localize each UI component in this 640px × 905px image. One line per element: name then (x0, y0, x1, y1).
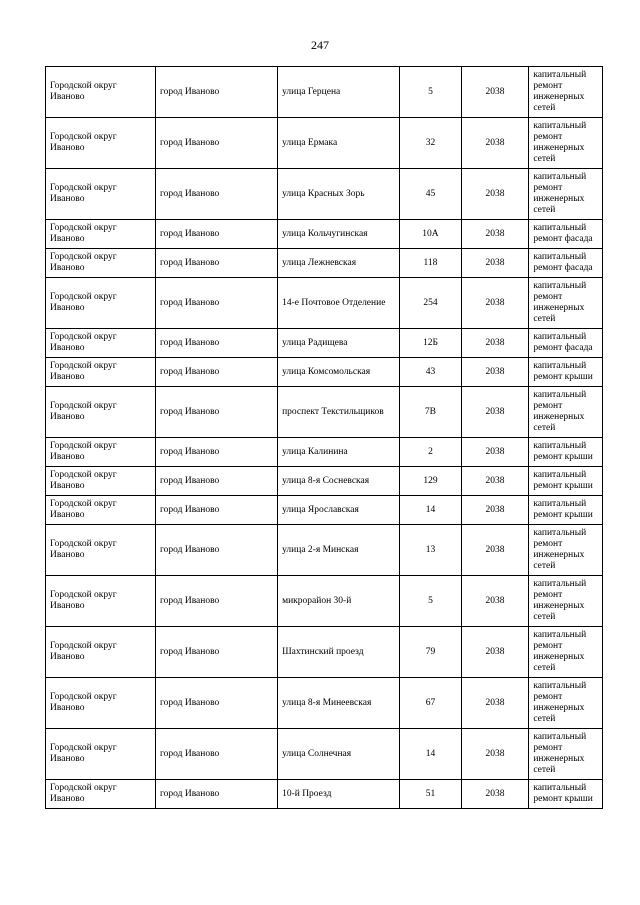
repair-schedule-table (45, 66, 603, 809)
district-cell: Городской округ Иваново (46, 118, 156, 169)
year-cell: 2038 (461, 329, 529, 358)
city-cell: город Иваново (155, 358, 277, 387)
table-row (46, 329, 603, 358)
work-type-cell: капитальный ремонт инженерных сетей (529, 169, 603, 220)
city-cell: город Иваново (155, 387, 277, 438)
house-number-cell: 13 (400, 525, 462, 576)
year-cell: 2038 (461, 576, 529, 627)
year-cell: 2038 (461, 496, 529, 525)
table-row (46, 496, 603, 525)
year-cell: 2038 (461, 249, 529, 278)
district-cell: Городской округ Иваново (46, 496, 156, 525)
house-number-cell: 14 (400, 496, 462, 525)
city-cell: город Иваново (155, 780, 277, 809)
year-cell: 2038 (461, 220, 529, 249)
year-cell: 2038 (461, 780, 529, 809)
house-number-cell: 7В (400, 387, 462, 438)
district-cell: Городской округ Иваново (46, 169, 156, 220)
house-number-cell: 43 (400, 358, 462, 387)
street-cell: улица Красных Зорь (278, 169, 400, 220)
district-cell: Городской округ Иваново (46, 780, 156, 809)
table-row (46, 118, 603, 169)
street-cell: улица Кольчугинская (278, 220, 400, 249)
district-cell: Городской округ Иваново (46, 678, 156, 729)
work-type-cell: капитальный ремонт инженерных сетей (529, 387, 603, 438)
city-cell: город Иваново (155, 729, 277, 780)
work-type-cell: капитальный ремонт фасада (529, 249, 603, 278)
city-cell: город Иваново (155, 249, 277, 278)
street-cell: улица Комсомольская (278, 358, 400, 387)
street-cell: улица Калинина (278, 438, 400, 467)
house-number-cell: 254 (400, 278, 462, 329)
district-cell: Городской округ Иваново (46, 467, 156, 496)
street-cell: 10-й Проезд (278, 780, 400, 809)
district-cell: Городской округ Иваново (46, 249, 156, 278)
year-cell: 2038 (461, 525, 529, 576)
year-cell: 2038 (461, 467, 529, 496)
city-cell: город Иваново (155, 67, 277, 118)
district-cell: Городской округ Иваново (46, 387, 156, 438)
year-cell: 2038 (461, 169, 529, 220)
work-type-cell: капитальный ремонт фасада (529, 329, 603, 358)
city-cell: город Иваново (155, 169, 277, 220)
city-cell: город Иваново (155, 576, 277, 627)
work-type-cell: капитальный ремонт инженерных сетей (529, 729, 603, 780)
year-cell: 2038 (461, 387, 529, 438)
street-cell: улица Лежневская (278, 249, 400, 278)
district-cell: Городской округ Иваново (46, 576, 156, 627)
table-row (46, 220, 603, 249)
year-cell: 2038 (461, 118, 529, 169)
district-cell: Городской округ Иваново (46, 358, 156, 387)
district-cell: Городской округ Иваново (46, 627, 156, 678)
table-row (46, 358, 603, 387)
table-row (46, 467, 603, 496)
city-cell: город Иваново (155, 118, 277, 169)
page-number: 247 (311, 38, 329, 52)
district-cell: Городской округ Иваново (46, 220, 156, 249)
year-cell: 2038 (461, 438, 529, 467)
table-row (46, 278, 603, 329)
work-type-cell: капитальный ремонт крыши (529, 467, 603, 496)
year-cell: 2038 (461, 278, 529, 329)
city-cell: город Иваново (155, 329, 277, 358)
year-cell: 2038 (461, 627, 529, 678)
street-cell: улица Ермака (278, 118, 400, 169)
table-row (46, 438, 603, 467)
district-cell: Городской округ Иваново (46, 525, 156, 576)
work-type-cell: капитальный ремонт инженерных сетей (529, 678, 603, 729)
work-type-cell: капитальный ремонт инженерных сетей (529, 118, 603, 169)
street-cell: Шахтинский проезд (278, 627, 400, 678)
city-cell: город Иваново (155, 525, 277, 576)
house-number-cell: 5 (400, 576, 462, 627)
district-cell: Городской округ Иваново (46, 729, 156, 780)
table-row (46, 525, 603, 576)
street-cell: улица Ярославская (278, 496, 400, 525)
table-row (46, 576, 603, 627)
street-cell: 14-е Почтовое Отделение (278, 278, 400, 329)
house-number-cell: 10А (400, 220, 462, 249)
house-number-cell: 51 (400, 780, 462, 809)
work-type-cell: капитальный ремонт инженерных сетей (529, 67, 603, 118)
city-cell: город Иваново (155, 496, 277, 525)
district-cell: Городской округ Иваново (46, 329, 156, 358)
street-cell: улица 8-я Минеевская (278, 678, 400, 729)
work-type-cell: капитальный ремонт крыши (529, 358, 603, 387)
year-cell: 2038 (461, 67, 529, 118)
work-type-cell: капитальный ремонт инженерных сетей (529, 278, 603, 329)
table-row (46, 387, 603, 438)
city-cell: город Иваново (155, 467, 277, 496)
work-type-cell: капитальный ремонт крыши (529, 496, 603, 525)
house-number-cell: 14 (400, 729, 462, 780)
house-number-cell: 12Б (400, 329, 462, 358)
house-number-cell: 32 (400, 118, 462, 169)
work-type-cell: капитальный ремонт инженерных сетей (529, 576, 603, 627)
street-cell: проспект Текстильщиков (278, 387, 400, 438)
street-cell: микрорайон 30-й (278, 576, 400, 627)
work-type-cell: капитальный ремонт инженерных сетей (529, 525, 603, 576)
work-type-cell: капитальный ремонт фасада (529, 220, 603, 249)
city-cell: город Иваново (155, 278, 277, 329)
table-row (46, 169, 603, 220)
table-row (46, 780, 603, 809)
house-number-cell: 129 (400, 467, 462, 496)
street-cell: улица Радищева (278, 329, 400, 358)
table-row (46, 729, 603, 780)
table-row (46, 627, 603, 678)
table-row (46, 67, 603, 118)
house-number-cell: 5 (400, 67, 462, 118)
city-cell: город Иваново (155, 627, 277, 678)
table-row (46, 678, 603, 729)
table-body (46, 67, 603, 809)
district-cell: Городской округ Иваново (46, 438, 156, 467)
district-cell: Городской округ Иваново (46, 67, 156, 118)
table-row (46, 249, 603, 278)
street-cell: улица 2-я Минская (278, 525, 400, 576)
year-cell: 2038 (461, 678, 529, 729)
street-cell: улица 8-я Сосневская (278, 467, 400, 496)
city-cell: город Иваново (155, 438, 277, 467)
district-cell: Городской округ Иваново (46, 278, 156, 329)
work-type-cell: капитальный ремонт инженерных сетей (529, 627, 603, 678)
house-number-cell: 45 (400, 169, 462, 220)
city-cell: город Иваново (155, 678, 277, 729)
year-cell: 2038 (461, 358, 529, 387)
house-number-cell: 79 (400, 627, 462, 678)
house-number-cell: 67 (400, 678, 462, 729)
city-cell: город Иваново (155, 220, 277, 249)
house-number-cell: 2 (400, 438, 462, 467)
street-cell: улица Герцена (278, 67, 400, 118)
house-number-cell: 118 (400, 249, 462, 278)
work-type-cell: капитальный ремонт крыши (529, 438, 603, 467)
year-cell: 2038 (461, 729, 529, 780)
street-cell: улица Солнечная (278, 729, 400, 780)
work-type-cell: капитальный ремонт крыши (529, 780, 603, 809)
